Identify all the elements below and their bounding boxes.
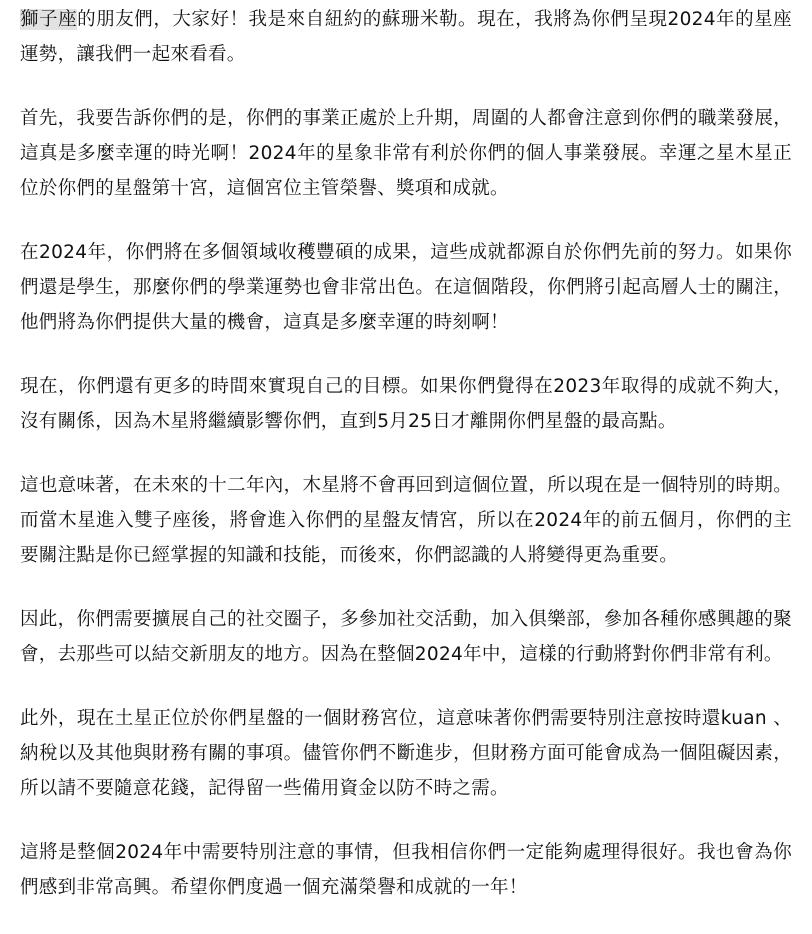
paragraph-finance: 此外，現在土星正位於你們星盤的一個財務宮位，這意味著你們需要特別注意按時還kuan 、納稅以及其他與財務有關的事項。儘管你們不斷進步，但財務方面可能會成為一個阻礙因素，所以請不要隨意花錢，記得留一些備用資金以防不時之需。 bbox=[20, 708, 792, 799]
paragraph-goals: 現在，你們還有更多的時間來實現自己的目標。如果你們覺得在2023年取得的成就不夠大，沒有關係，因為木星將繼續影響你們，直到5月25日才離開你們星盤的最高點。 bbox=[20, 376, 792, 432]
highlighted-keyword[interactable]: 獅子座 bbox=[20, 9, 78, 30]
paragraph-social: 因此，你們需要擴展自己的社交圈子，多參加社交活動，加入俱樂部，參加各種你感興趣的聚會，去那些可以結交新朋友的地方。因為在整個2024年中，這樣的行動將對你們非常有利。 bbox=[20, 609, 792, 665]
paragraph-closing: 這將是整個2024年中需要特別注意的事情，但我相信你們一定能夠處理得很好。我也會為你們感到非常高興。希望你們度過一個充滿榮譽和成就的一年！ bbox=[20, 842, 792, 898]
paragraph-achievements: 在2024年，你們將在多個領域收穫豐碩的成果，這些成就都源自於你們先前的努力。如果你們還是學生，那麼你們的學業運勢也會非常出色。在這個階段，你們將引起高層人士的關注，他們將為你們提供大量的機會，這真是多麼幸運的時刻啊！ bbox=[20, 242, 792, 333]
article-body bbox=[20, 2, 792, 934]
paragraph-text: 的朋友們，大家好！我是來自紐約的蘇珊米勒。現在，我將為你們呈現2024年的星座運勢，讓我們一起來看看。 bbox=[20, 9, 792, 65]
paragraph-jupiter: 這也意味著，在未來的十二年內，木星將不會再回到這個位置，所以現在是一個特別的時期。而當木星進入雙子座後，將會進入你們的星盤友情宮，所以在2024年的前五個月，你們的主要關注點是你已經掌握的知識和技能，而後來，你們認識的人將變得更為重要。 bbox=[20, 475, 792, 566]
paragraph-career: 首先，我要告訴你們的是，你們的事業正處於上升期，周圍的人都會注意到你們的職業發展，這真是多麼幸運的時光啊！2024年的星象非常有利於你們的個人事業發展。幸運之星木星正位於你們的星盤第十宮，這個宮位主管榮譽、獎項和成就。 bbox=[20, 108, 792, 199]
paragraph-intro bbox=[20, 2, 792, 72]
